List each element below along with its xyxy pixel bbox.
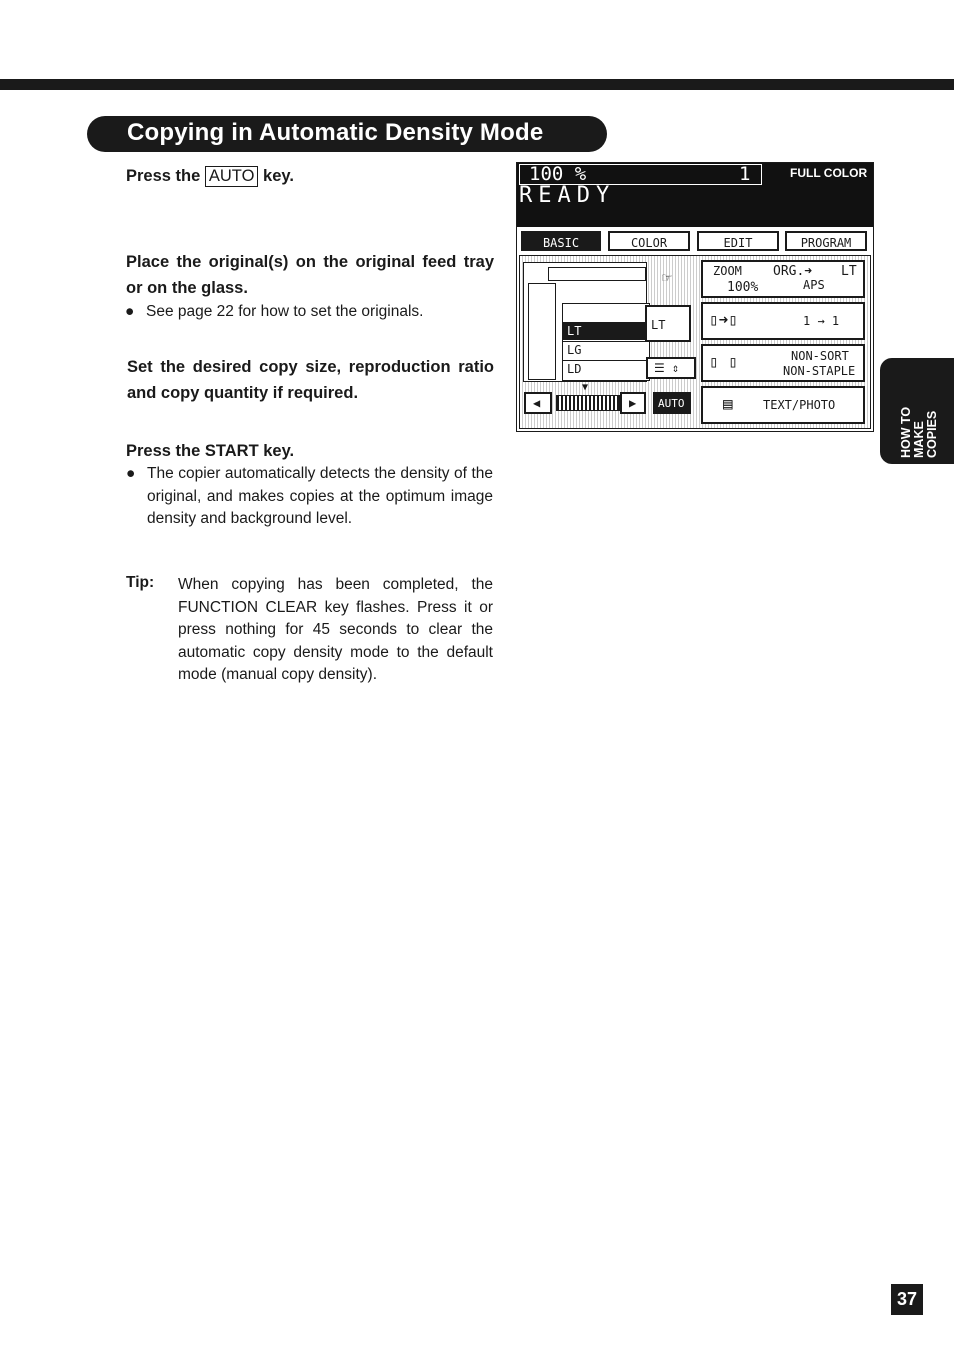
copier-diagram — [523, 262, 647, 382]
step-4: Press the START key. — [126, 442, 295, 460]
sort-button[interactable]: ▯ ▯ NON-SORT NON-STAPLE — [701, 344, 865, 382]
step-2-bullet: ● See page 22 for how to set the originals. — [146, 301, 498, 324]
arrow-right-icon: ▶ — [629, 396, 637, 410]
tab-edit[interactable]: EDIT — [697, 231, 779, 251]
tray-lg[interactable]: LG — [563, 341, 647, 358]
duplex-icon: ▯➜▯ — [709, 310, 738, 329]
tray-lt[interactable]: LT — [563, 322, 647, 339]
paper-size-display: LT — [645, 305, 691, 342]
top-rule — [0, 79, 954, 90]
bullet-icon: ● — [126, 465, 136, 482]
step-1: Press the AUTO key. — [126, 167, 294, 185]
lcd-message-area — [517, 163, 873, 227]
duplex-button[interactable]: ▯➜▯ 1 → 1 — [701, 302, 865, 340]
lcd-quantity: 1 — [739, 163, 751, 185]
original-mode-button[interactable]: ▤ TEXT/PHOTO — [701, 386, 865, 424]
panel-tabs — [517, 227, 873, 255]
side-tab-label: HOW TO MAKE COPIES — [899, 406, 939, 458]
section-title-bar — [87, 116, 607, 152]
step-2: Place the original(s) on the original feed tray or on the glass. — [126, 253, 494, 297]
zoom-button[interactable]: ZOOM 100% ORG.➜ LT APS — [701, 260, 865, 298]
density-darker-button[interactable] — [620, 392, 646, 414]
copier-lid — [548, 267, 646, 281]
step-4-bullet: ● The copier automatically detects the density of the original, and makes copies at the optimum image density and background level. — [126, 465, 493, 527]
tray-ld[interactable]: LD — [563, 360, 647, 377]
tray-selector-icon: ☰ ⇕ — [654, 361, 680, 375]
arrow-left-icon: ◀ — [533, 396, 541, 410]
lcd-zoom: 100 % — [529, 163, 587, 185]
tab-basic[interactable]: BASIC — [521, 231, 601, 251]
side-tab — [880, 358, 954, 464]
paper-tray-list — [562, 303, 650, 381]
tab-program[interactable]: PROGRAM — [785, 231, 867, 251]
step-3: Set the desired copy size, reproduction ratio and copy quantity if required. — [127, 358, 494, 402]
auto-key-label: AUTO — [205, 166, 259, 187]
lcd-color-mode: FULL COLOR — [790, 166, 868, 180]
lcd-status: READY — [519, 183, 616, 208]
original-icon: ▤ — [723, 394, 733, 413]
density-lighter-button[interactable] — [524, 392, 552, 414]
auto-density-button[interactable]: AUTO — [653, 392, 691, 414]
hand-icon: ☞ — [662, 268, 672, 287]
page-number: 37 — [891, 1284, 923, 1315]
tray-selector-button[interactable] — [646, 357, 696, 379]
tip-label: Tip: — [126, 574, 155, 591]
tab-color[interactable]: COLOR — [608, 231, 690, 251]
tip-text: When copying has been completed, the FUNCTION CLEAR key flashes. Press it or press nothing for 45 seconds to clear the automatic copy density mode to the default mode (manual copy density). — [178, 576, 493, 683]
density-pointer-icon: ▼ — [582, 382, 589, 393]
sort-icon: ▯ ▯ — [709, 352, 738, 371]
control-panel-display — [516, 162, 874, 432]
section-title: Copying in Automatic Density Mode — [127, 119, 544, 146]
density-scale — [556, 395, 620, 411]
basic-panel-content — [519, 255, 871, 429]
copier-body — [528, 283, 556, 380]
bullet-icon: ● — [125, 303, 135, 320]
